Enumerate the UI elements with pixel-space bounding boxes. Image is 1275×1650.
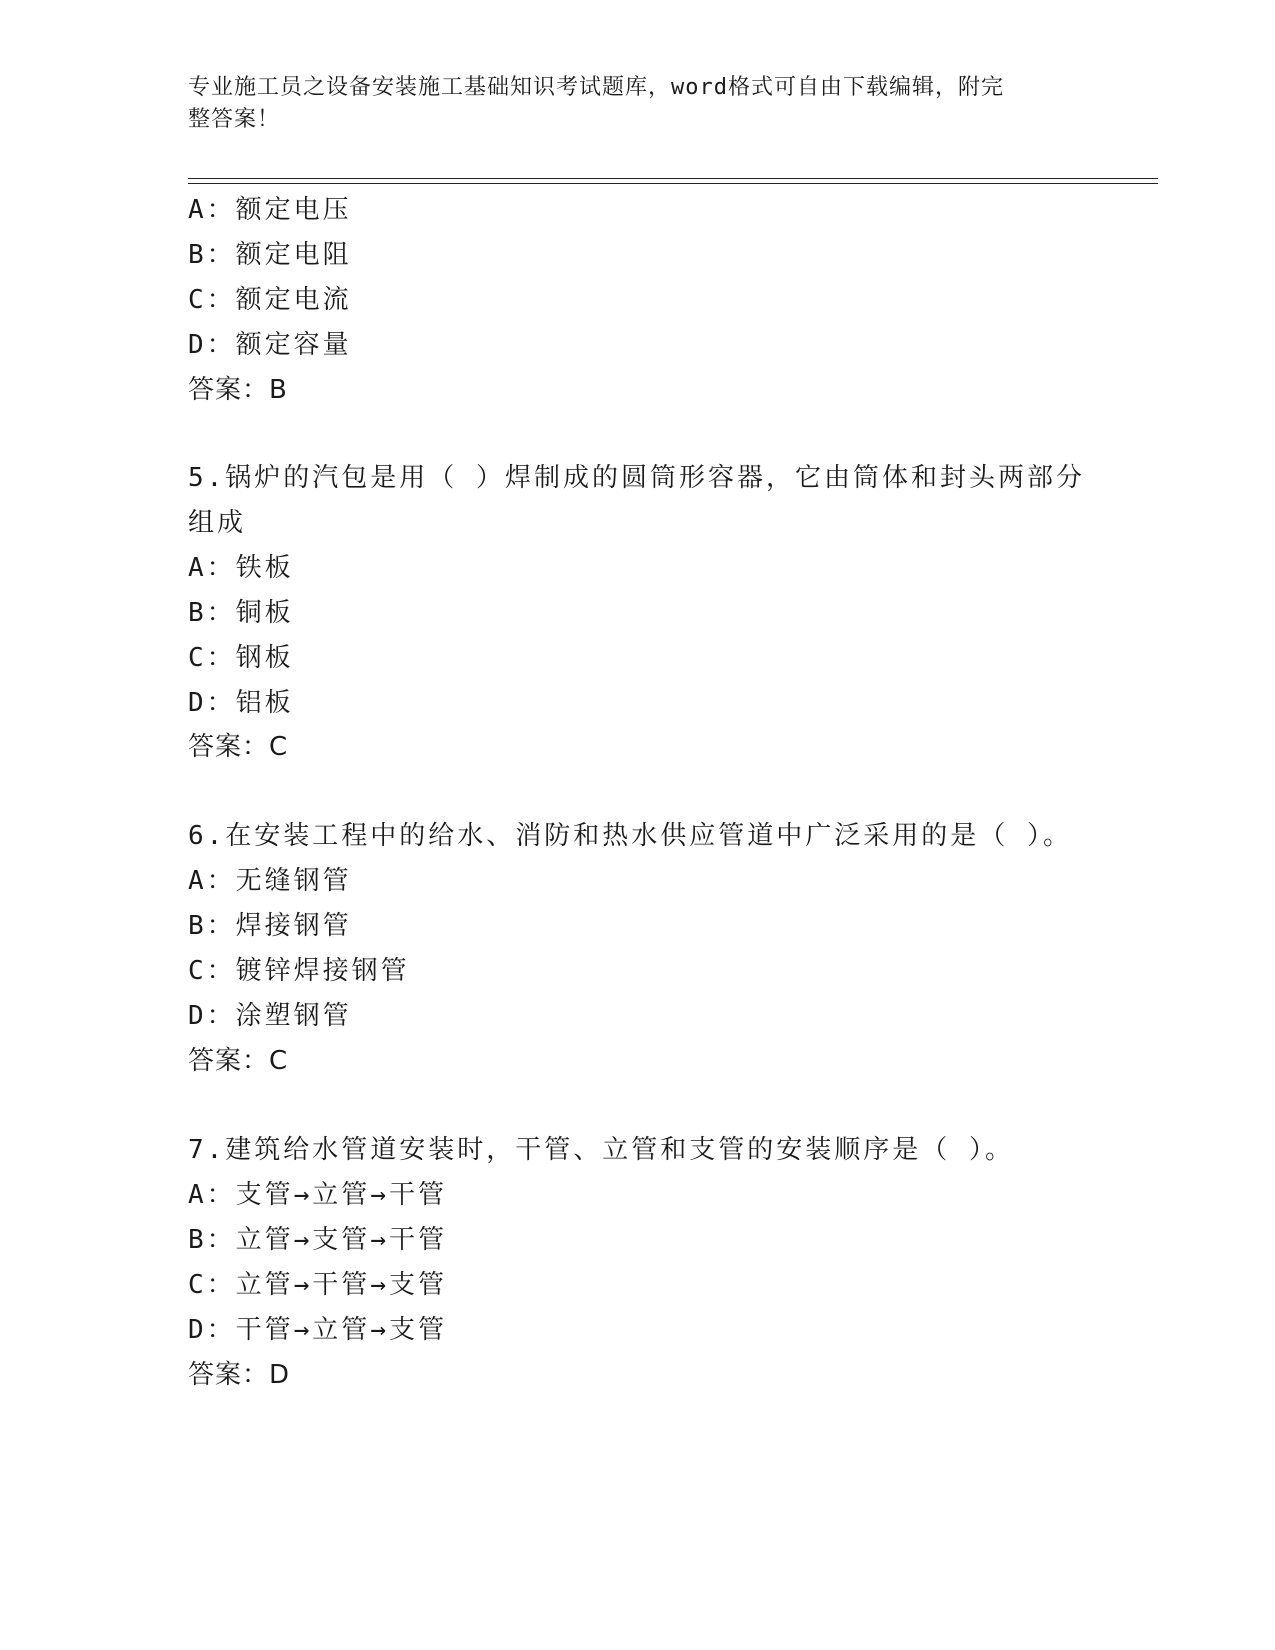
q7-option-a: A：支管→立管→干管 [188, 1180, 447, 1210]
q6-answer: 答案：C [188, 1046, 289, 1076]
header-divider-bottom [188, 183, 1158, 184]
q7-option-b: B：立管→支管→干管 [188, 1225, 447, 1255]
q7-option-d: D：干管→立管→支管 [188, 1315, 447, 1345]
q7-option-c: C：立管→干管→支管 [188, 1270, 447, 1300]
header-line-2: 整答案！ [188, 107, 281, 132]
header-divider-top [188, 178, 1158, 179]
q5-option-c: C：钢板 [188, 643, 294, 673]
q5-stem-line-2: 组成 [188, 508, 247, 538]
document-header [188, 72, 1068, 136]
header-line-1: 专业施工员之设备安装施工基础知识考试题库，word格式可自由下载编辑，附完 [188, 75, 1004, 100]
q5-option-a: A：铁板 [188, 553, 294, 583]
q4-option-d: D：额定容量 [188, 330, 352, 360]
q4-answer: 答案：B [188, 375, 288, 405]
q6-option-b: B：焊接钢管 [188, 911, 352, 941]
q6-option-a: A：无缝钢管 [188, 866, 352, 896]
q5-option-d: D：铝板 [188, 688, 294, 718]
q4-option-a: A：额定电压 [188, 195, 352, 225]
q5-stem-line-1: 5.锅炉的汽包是用（ ）焊制成的圆筒形容器，它由筒体和封头两部分 [188, 463, 1085, 493]
q6-option-c: C：镀锌焊接钢管 [188, 956, 410, 986]
q7-stem-line-1: 7.建筑给水管道安装时，干管、立管和支管的安装顺序是（ ）。 [188, 1135, 1014, 1165]
q4-option-c: C：额定电流 [188, 285, 352, 315]
q7-answer: 答案：D [188, 1360, 291, 1390]
q6-option-d: D：涂塑钢管 [188, 1001, 352, 1031]
q5-option-b: B：铜板 [188, 598, 294, 628]
q6-stem-line-1: 6.在安装工程中的给水、消防和热水供应管道中广泛采用的是（ ）。 [188, 821, 1072, 851]
q4-option-b: B：额定电阻 [188, 240, 352, 270]
q5-answer: 答案：C [188, 732, 289, 762]
